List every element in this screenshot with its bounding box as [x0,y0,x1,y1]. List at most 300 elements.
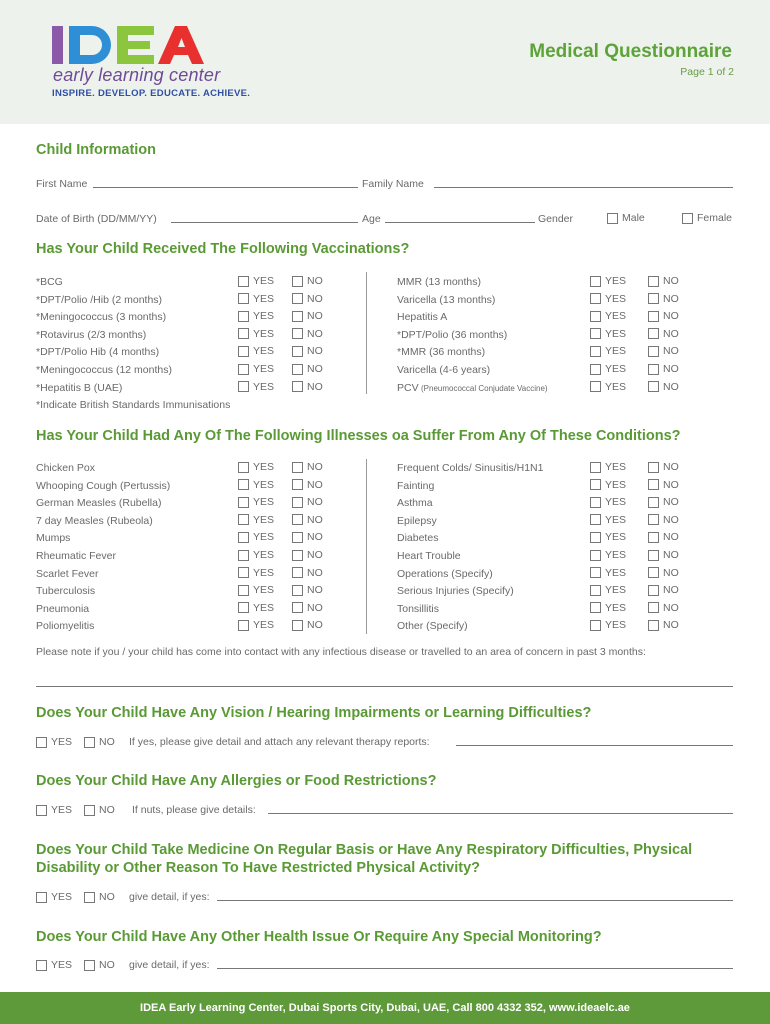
no-checkbox[interactable] [292,567,323,579]
no-checkbox[interactable] [292,584,323,596]
vision-no-checkbox[interactable] [84,736,115,748]
checkbox-box[interactable] [292,567,303,578]
checkbox-box[interactable] [590,293,601,304]
medicine-yes-checkbox[interactable] [36,891,72,903]
yes-label: YES [605,619,627,632]
question-label: Operations (Specify) [397,567,493,580]
no-label: NO [307,363,323,375]
yes-label: YES [253,478,275,491]
question-label: Diabetes [397,532,439,545]
question-label: MMR (13 months) [397,276,482,288]
checkbox-box[interactable] [36,737,47,748]
checkbox-box[interactable] [238,293,249,304]
no-label: NO [307,478,323,491]
family-name-field[interactable] [434,187,733,188]
yes-checkbox[interactable] [590,531,626,543]
yes-checkbox[interactable] [238,310,274,322]
question-label: *MMR (36 months) [397,346,486,359]
yes-label: YES [253,310,275,323]
no-label: NO [307,275,323,287]
no-label: NO [663,531,679,544]
page-header [0,0,770,124]
checkbox-box[interactable] [590,620,601,631]
yes-label: YES [605,531,627,544]
checkbox-box[interactable] [648,364,659,375]
checkbox-box[interactable] [590,550,601,561]
checkbox-box[interactable] [238,311,249,322]
yes-checkbox[interactable] [238,479,274,491]
no-checkbox[interactable] [648,381,679,393]
no-label: NO [307,619,323,632]
checkbox-box[interactable] [590,585,601,596]
yes-checkbox[interactable] [590,381,626,393]
checkbox-box[interactable] [292,276,303,287]
contact-note: Please note if you / your child has come into contact with any infectious disease or travelled to an area of concern in past 3 months: [36,646,646,658]
question-label: *BCG [36,276,63,288]
checkbox-box[interactable] [292,532,303,543]
checkbox-box[interactable] [590,311,601,322]
checkbox-box[interactable] [292,497,303,508]
no-checkbox[interactable] [292,496,323,508]
no-checkbox[interactable] [648,479,679,491]
female-checkbox[interactable] [682,212,732,224]
checkbox-box[interactable] [648,602,659,613]
yes-checkbox[interactable] [238,514,274,526]
checkbox-box[interactable] [590,364,601,375]
no-label: NO [307,549,323,561]
no-label: NO [663,292,679,305]
checkbox-box[interactable] [590,381,601,392]
no-checkbox[interactable] [648,584,679,596]
question-label: Varicella (4-6 years) [397,364,491,376]
no-checkbox[interactable] [292,381,323,393]
dob-field[interactable] [171,222,358,223]
question-label: *Rotavirus (2/3 months) [36,328,147,341]
column-divider [366,272,367,394]
question-label: *DPT/Polio /Hib (2 months) [36,293,163,306]
checkbox-box[interactable] [292,620,303,631]
yes-label: YES [253,363,275,375]
yes-label: YES [605,327,627,340]
checkbox-box[interactable] [238,620,249,631]
yes-checkbox[interactable] [590,461,626,473]
no-label: NO [307,345,323,358]
yes-label: YES [605,496,627,509]
checkbox-box[interactable] [84,737,95,748]
yes-label: YES [605,380,627,393]
no-checkbox[interactable] [292,619,323,631]
no-checkbox[interactable] [648,328,679,340]
question-label: Pneumonia [36,602,90,615]
checkbox-box[interactable] [648,479,659,490]
checkbox-box[interactable] [238,514,249,525]
vaccinations-heading: Has Your Child Received The Following Vaccinations? [36,241,410,257]
checkbox-box[interactable] [84,805,95,816]
question-label: Tonsillitis [397,602,440,615]
yes-label: YES [253,496,275,509]
checkbox-box[interactable] [590,479,601,490]
no-label: NO [663,549,679,561]
no-label: NO [663,345,679,358]
question-label: Other (Specify) [397,620,468,633]
question-label: *Hepatitis B (UAE) [36,381,123,394]
logo-tagline: INSPIRE. DEVELOP. EDUCATE. ACHIEVE. [52,88,251,99]
yes-checkbox[interactable] [238,619,274,631]
yes-label: YES [253,619,275,632]
yes-checkbox[interactable] [590,496,626,508]
gender-label: Gender [538,213,574,225]
male-label: Male [622,212,645,224]
yes-label: YES [605,275,627,287]
checkbox-box[interactable] [590,346,601,357]
checkbox-box[interactable] [238,364,249,375]
yes-checkbox[interactable] [238,602,274,614]
yes-checkbox[interactable] [238,328,274,340]
yes-label: YES [253,549,275,561]
checkbox-box[interactable] [590,328,601,339]
no-label: NO [99,959,115,971]
yes-label: YES [253,327,275,340]
medicine-heading-line-1: Does Your Child Take Medicine On Regular Basis or Have Any Respiratory Difficulties, Physical [36,842,693,858]
checkbox-box[interactable] [590,462,601,473]
yes-label: YES [253,292,275,305]
checkbox-box[interactable] [292,346,303,357]
yes-label: YES [605,292,627,305]
question-label: Scarlet Fever [36,567,99,580]
medicine-detail-label: give detail, if yes: [129,891,210,903]
vision-detail-field[interactable] [456,745,733,746]
first-name-field[interactable] [93,187,358,188]
yes-checkbox[interactable] [238,293,274,305]
yes-label: YES [605,363,627,375]
yes-checkbox[interactable] [238,584,274,596]
yes-checkbox[interactable] [590,345,626,357]
yes-label: YES [605,584,627,597]
medicine-heading-line-2: Disability or Other Reason To Have Restricted Physical Activity? [36,860,480,876]
no-label: NO [663,513,679,526]
checkbox-box[interactable] [238,550,249,561]
other-health-no-checkbox[interactable] [84,959,115,971]
yes-checkbox[interactable] [238,496,274,508]
no-label: NO [663,566,679,579]
checkbox-box[interactable] [292,311,303,322]
age-field[interactable] [385,222,535,223]
checkbox-box[interactable] [648,293,659,304]
checkbox-box[interactable] [36,805,47,816]
question-label: *DPT/Polio Hib (4 months) [36,346,160,359]
yes-checkbox[interactable] [590,363,626,375]
no-checkbox[interactable] [648,363,679,375]
yes-checkbox[interactable] [590,275,626,287]
idea-logo-letters [50,24,230,66]
yes-checkbox[interactable] [590,310,626,322]
checkbox-box[interactable] [648,532,659,543]
yes-checkbox[interactable] [590,293,626,305]
question-label: Serious Injuries (Specify) [397,585,514,598]
yes-label: YES [253,461,275,473]
question-label: Heart Trouble [397,550,461,562]
no-label: NO [663,584,679,597]
checkbox-box[interactable] [238,346,249,357]
checkbox-box[interactable] [238,462,249,473]
yes-checkbox[interactable] [590,479,626,491]
checkbox-box[interactable] [292,602,303,613]
checkbox-box[interactable] [292,381,303,392]
no-checkbox[interactable] [292,602,323,614]
yes-checkbox[interactable] [590,619,626,631]
checkbox-box[interactable] [36,960,47,971]
no-checkbox[interactable] [292,275,323,287]
no-label: NO [307,461,323,473]
yes-label: YES [605,549,627,561]
yes-label: YES [51,804,73,816]
no-label: NO [663,478,679,491]
checkbox-box[interactable] [238,585,249,596]
no-checkbox[interactable] [648,549,679,561]
question-label: Frequent Colds/ Sinusitis/H1N1 [397,462,544,474]
yes-label: YES [51,736,73,748]
yes-checkbox[interactable] [238,531,274,543]
no-label: NO [307,380,323,393]
illnesses-heading: Has Your Child Had Any Of The Following Illnesses oa Suffer From Any Of These Conditions? [36,428,681,444]
vision-heading: Does Your Child Have Any Vision / Hearing Impairments or Learning Difficulties? [36,705,592,721]
checkbox-box[interactable] [590,514,601,525]
yes-label: YES [605,461,627,473]
yes-label: YES [51,891,73,903]
contact-note-field[interactable] [36,686,733,687]
idea-logo [50,22,250,102]
no-checkbox[interactable] [648,602,679,614]
checkbox-box[interactable] [590,532,601,543]
no-label: NO [307,601,323,614]
checkbox-box[interactable] [238,567,249,578]
no-label: NO [663,461,679,473]
no-checkbox[interactable] [648,345,679,357]
no-checkbox[interactable] [292,363,323,375]
checkbox-box[interactable] [238,602,249,613]
checkbox-box[interactable] [84,892,95,903]
checkbox-box[interactable] [292,364,303,375]
yes-checkbox[interactable] [590,514,626,526]
checkbox-box[interactable] [648,328,659,339]
yes-label: YES [253,601,275,614]
yes-checkbox[interactable] [238,549,274,561]
question-label: Mumps [36,532,71,545]
no-label: NO [663,496,679,509]
vaccination-note: *Indicate British Standards Immunisations [36,399,231,411]
other-health-detail-label: give detail, if yes: [129,959,210,971]
no-label: NO [307,584,323,597]
allergies-heading: Does Your Child Have Any Allergies or Food Restrictions? [36,773,437,789]
checkbox-box[interactable] [648,620,659,631]
no-label: NO [663,275,679,287]
pcv-note: (Pneumococcal Conjudate Vaccine) [421,383,548,393]
checkbox-box[interactable] [238,479,249,490]
no-label: NO [307,292,323,305]
yes-label: YES [605,478,627,491]
no-checkbox[interactable] [648,567,679,579]
no-checkbox[interactable] [292,514,323,526]
no-checkbox[interactable] [292,328,323,340]
checkbox-box[interactable] [648,311,659,322]
no-label: NO [99,736,115,748]
yes-checkbox[interactable] [238,345,274,357]
question-label: Poliomyelitis [36,620,95,633]
checkbox-box[interactable] [292,293,303,304]
vision-detail-label: If yes, please give detail and attach any relevant therapy reports: [129,736,430,748]
no-label: NO [307,310,323,323]
question-label: Fainting [397,479,435,492]
first-name-label: First Name [36,178,88,190]
no-checkbox[interactable] [292,345,323,357]
no-checkbox[interactable] [648,293,679,305]
allergies-detail-label: If nuts, please give details: [132,804,256,816]
medicine-no-checkbox[interactable] [84,891,115,903]
no-label: NO [663,619,679,632]
question-label: Hepatitis A [397,311,448,324]
checkbox-box[interactable] [648,550,659,561]
checkbox-box[interactable] [648,381,659,392]
male-checkbox[interactable] [607,212,645,224]
checkbox-box[interactable] [292,585,303,596]
question-label: Whooping Cough (Pertussis) [36,479,171,492]
checkbox-box[interactable] [292,479,303,490]
no-label: NO [99,891,115,903]
medicine-detail-field[interactable] [217,900,733,901]
no-label: NO [663,380,679,393]
yes-checkbox[interactable] [238,381,274,393]
yes-label: YES [605,566,627,579]
allergies-yes-checkbox[interactable] [36,804,72,816]
checkbox-box[interactable] [648,346,659,357]
checkbox-box[interactable] [682,213,693,224]
checkbox-box[interactable] [648,567,659,578]
checkbox-box[interactable] [292,514,303,525]
checkbox-box[interactable] [648,497,659,508]
question-label: PCV [397,381,419,394]
no-checkbox[interactable] [648,619,679,631]
other-health-detail-field[interactable] [217,968,733,969]
yes-label: YES [253,345,275,358]
allergies-no-checkbox[interactable] [84,804,115,816]
no-label: NO [307,327,323,340]
no-checkbox[interactable] [648,514,679,526]
checkbox-box[interactable] [648,276,659,287]
no-checkbox[interactable] [292,479,323,491]
no-label: NO [663,601,679,614]
family-name-label: Family Name [362,178,424,190]
yes-label: YES [605,345,627,358]
no-checkbox[interactable] [648,496,679,508]
question-label: Chicken Pox [36,462,95,474]
yes-checkbox[interactable] [238,461,274,473]
yes-label: YES [253,531,275,544]
question-label: Epilepsy [397,514,437,527]
page-footer: IDEA Early Learning Center, Dubai Sports City, Dubai, UAE, Call 800 4332 352, www.ideaelc.ae [0,992,770,1024]
column-divider [366,459,367,634]
checkbox-box[interactable] [238,276,249,287]
no-label: NO [307,566,323,579]
checkbox-box[interactable] [292,550,303,561]
question-label: 7 day Measles (Rubeola) [36,514,153,527]
age-label: Age [362,213,381,225]
yes-checkbox[interactable] [238,363,274,375]
other-health-yes-checkbox[interactable] [36,959,72,971]
checkbox-box[interactable] [292,462,303,473]
no-label: NO [307,513,323,526]
checkbox-box[interactable] [648,462,659,473]
question-label: Rheumatic Fever [36,550,116,562]
no-checkbox[interactable] [648,275,679,287]
checkbox-box[interactable] [238,532,249,543]
checkbox-box[interactable] [590,497,601,508]
yes-checkbox[interactable] [590,549,626,561]
page-number: Page 1 of 2 [680,66,734,78]
checkbox-box[interactable] [36,892,47,903]
checkbox-box[interactable] [607,213,618,224]
checkbox-box[interactable] [238,328,249,339]
checkbox-box[interactable] [648,514,659,525]
yes-label: YES [253,380,275,393]
no-label: NO [307,496,323,509]
no-checkbox[interactable] [292,293,323,305]
checkbox-box[interactable] [590,567,601,578]
checkbox-box[interactable] [292,328,303,339]
document-title: Medical Questionnaire [529,41,732,62]
child-info-heading: Child Information [36,142,157,158]
female-label: Female [697,212,733,224]
allergies-detail-field[interactable] [268,813,733,814]
no-label: NO [663,363,679,375]
other-health-heading: Does Your Child Have Any Other Health Issue Or Require Any Special Monitoring? [36,929,602,945]
yes-checkbox[interactable] [590,328,626,340]
no-label: NO [99,804,115,816]
yes-label: YES [605,601,627,614]
dob-label: Date of Birth (DD/MM/YY) [36,213,157,225]
no-checkbox[interactable] [292,310,323,322]
checkbox-box[interactable] [238,497,249,508]
no-checkbox[interactable] [292,531,323,543]
yes-checkbox[interactable] [238,567,274,579]
yes-label: YES [253,275,275,287]
yes-checkbox[interactable] [238,275,274,287]
yes-label: YES [253,566,275,579]
yes-label: YES [605,310,627,323]
vision-yes-checkbox[interactable] [36,736,72,748]
checkbox-box[interactable] [648,585,659,596]
no-checkbox[interactable] [648,310,679,322]
no-checkbox[interactable] [292,549,323,561]
checkbox-box[interactable] [238,381,249,392]
no-checkbox[interactable] [292,461,323,473]
yes-checkbox[interactable] [590,567,626,579]
yes-checkbox[interactable] [590,584,626,596]
yes-label: YES [605,513,627,526]
question-label: Tuberculosis [36,585,96,598]
checkbox-box[interactable] [590,276,601,287]
question-label: Varicella (13 months) [397,293,496,306]
yes-checkbox[interactable] [590,602,626,614]
no-label: NO [663,310,679,323]
checkbox-box[interactable] [84,960,95,971]
no-label: NO [307,531,323,544]
no-checkbox[interactable] [648,531,679,543]
yes-label: YES [51,959,73,971]
question-label: *DPT/Polio (36 months) [397,328,508,341]
question-label: *Meningococcus (12 months) [36,364,172,376]
checkbox-box[interactable] [590,602,601,613]
no-checkbox[interactable] [648,461,679,473]
